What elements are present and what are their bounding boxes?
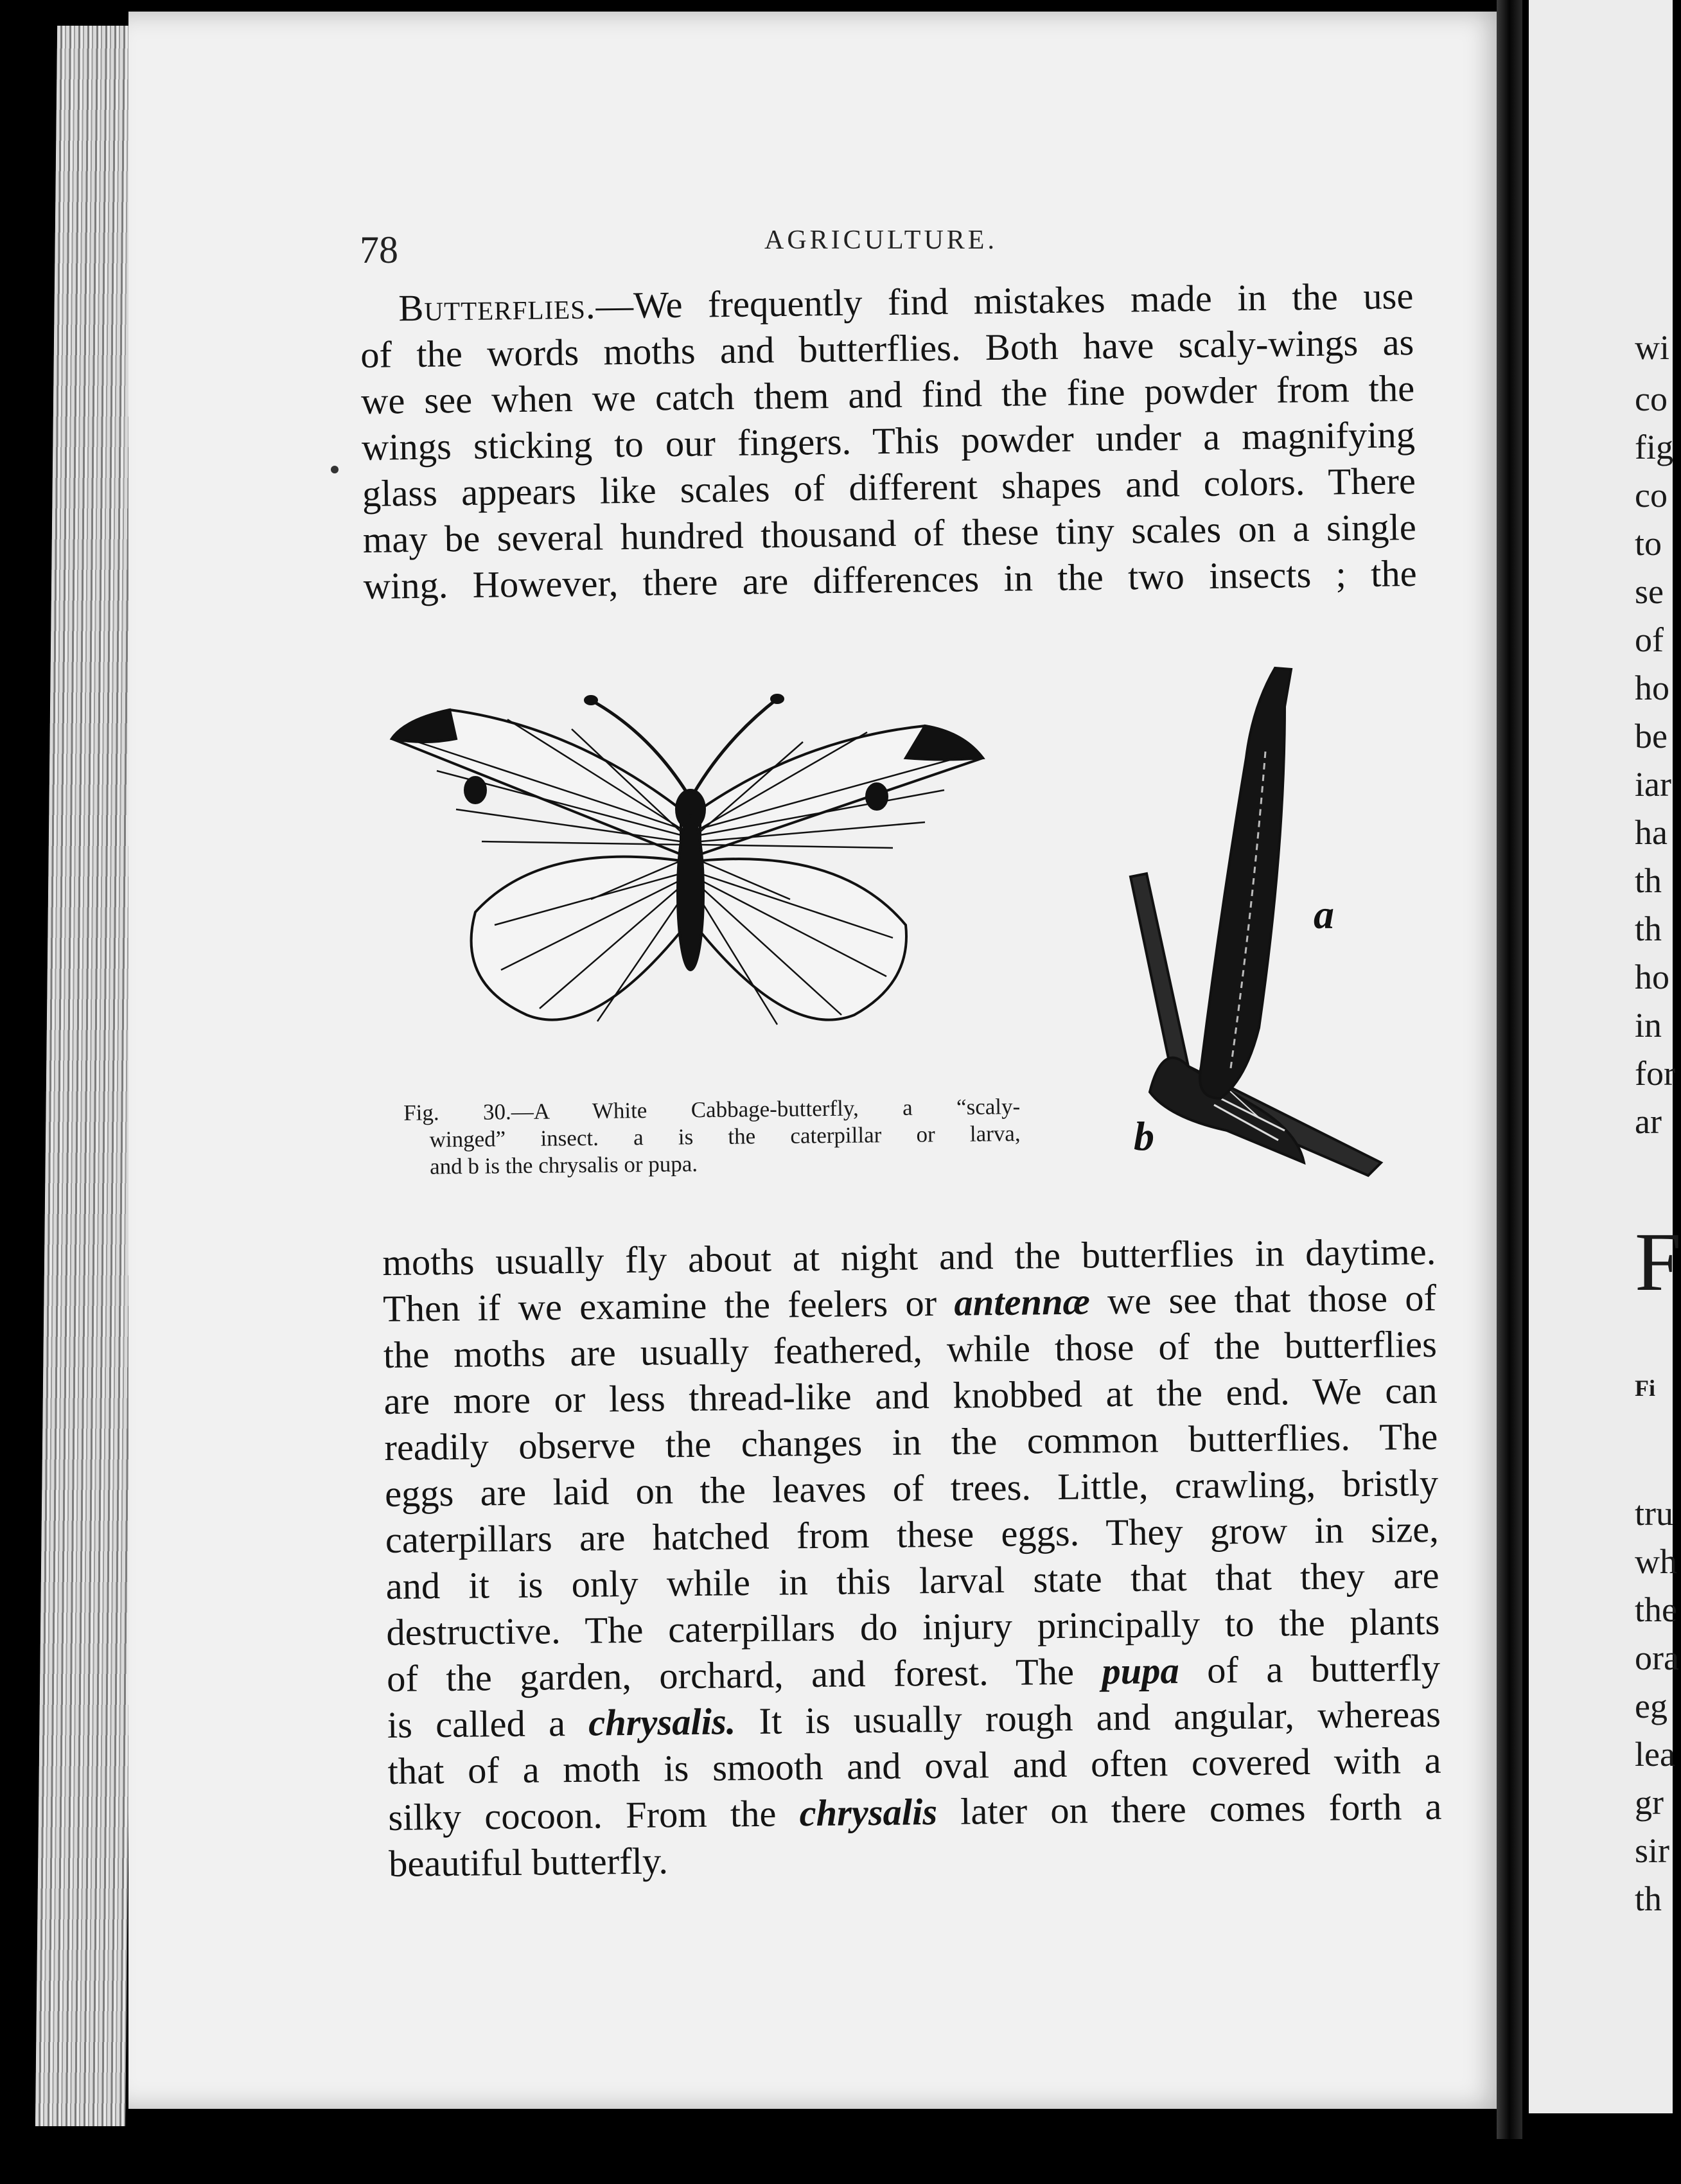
page-number: 78 bbox=[360, 229, 398, 271]
larva-and-chrysalis-illustration bbox=[1092, 655, 1394, 1220]
fragment: co bbox=[1635, 476, 1668, 515]
para2-line: eggs are laid on the leaves of trees. Little, crawling, bristly bbox=[384, 1461, 1439, 1515]
fragment-fig: Fi bbox=[1635, 1375, 1655, 1401]
fragment: lea bbox=[1635, 1735, 1675, 1774]
fragment: wh bbox=[1635, 1542, 1677, 1581]
margin-mark bbox=[331, 466, 339, 473]
text: we see that those of bbox=[1107, 1276, 1437, 1323]
para1-line: of the words moths and butterflies. Both have scaly-wings as bbox=[360, 321, 1414, 376]
running-head: AGRICULTURE. bbox=[764, 225, 998, 255]
text: It is usually rough and angular, whereas bbox=[759, 1693, 1441, 1742]
fragment: sir bbox=[1635, 1831, 1669, 1870]
fragment: gr bbox=[1635, 1783, 1664, 1822]
para2-line: beautiful butterfly. bbox=[388, 1840, 669, 1885]
para2-line: that of a moth is smooth and oval and often covered with a bbox=[387, 1739, 1441, 1792]
text: of a butterfly bbox=[1206, 1646, 1441, 1691]
para2-line: caterpillars are hatched from these eggs. They grow in size, bbox=[385, 1508, 1439, 1561]
fragment: for bbox=[1635, 1054, 1675, 1093]
fragment: ho bbox=[1635, 958, 1669, 996]
paragraph-moths bbox=[382, 1229, 1442, 1887]
lead-word: Butterflies. bbox=[398, 285, 596, 330]
fragment-initial: F bbox=[1635, 1216, 1681, 1308]
figure-caption bbox=[403, 1093, 1021, 1181]
italic-term: antennæ bbox=[954, 1280, 1091, 1324]
figure-label-a: a bbox=[1314, 892, 1334, 937]
para2-line: moths usually fly about at night and the butterflies in daytime. bbox=[382, 1230, 1436, 1283]
caption-line: winged” insect. a is the caterpillar or larva, bbox=[429, 1120, 1021, 1152]
fragment: of bbox=[1635, 621, 1664, 659]
para1-line: glass appears like scales of different shapes and colors. There bbox=[362, 459, 1416, 515]
fragment: se bbox=[1635, 572, 1664, 611]
text: later on there comes forth a bbox=[960, 1785, 1442, 1833]
italic-term: chrysalis bbox=[799, 1791, 938, 1835]
fragment: iar bbox=[1635, 765, 1671, 804]
butterfly-illustration bbox=[379, 681, 996, 1053]
book-gutter bbox=[1497, 0, 1522, 2139]
fragment: eg bbox=[1635, 1687, 1668, 1725]
fragment: to bbox=[1635, 524, 1662, 563]
para2-line: and it is only while in this larval state that that they are bbox=[385, 1554, 1439, 1607]
para1-line-text: —We frequently find mistakes made in the use bbox=[595, 274, 1414, 327]
para2-line: the moths are usually feathered, while those of the butterflies bbox=[383, 1323, 1438, 1376]
fragment: th bbox=[1635, 861, 1662, 900]
fragment: ha bbox=[1635, 813, 1668, 852]
fragment: tru bbox=[1635, 1494, 1673, 1533]
fragment: ar bbox=[1635, 1102, 1662, 1141]
para2-line: destructive. The caterpillars do injury principally to the plants bbox=[386, 1600, 1440, 1653]
fragment: th bbox=[1635, 1880, 1662, 1918]
paragraph-butterflies bbox=[360, 273, 1417, 610]
italic-term: chrysalis. bbox=[588, 1700, 736, 1744]
fragment: the bbox=[1635, 1590, 1677, 1629]
fragment: ora bbox=[1635, 1639, 1679, 1677]
caption-line: Fig. 30.—A White Cabbage-butterfly, a “scaly- bbox=[403, 1093, 1021, 1125]
fragment: wi bbox=[1635, 328, 1669, 367]
text: is called a bbox=[387, 1702, 566, 1746]
italic-term: pupa bbox=[1102, 1650, 1180, 1693]
figure-label-b: b bbox=[1134, 1113, 1154, 1159]
fragment: be bbox=[1635, 717, 1668, 755]
para1-line: we see when we catch them and find the fine powder from the bbox=[360, 367, 1415, 422]
fragment: ho bbox=[1635, 669, 1669, 707]
text: silky cocoon. From the bbox=[388, 1792, 777, 1838]
fragment: co bbox=[1635, 380, 1668, 418]
para1-line: wing. However, there are differences in the two insects ; the bbox=[363, 552, 1417, 607]
para1-line: may be several hundred thousand of these tiny scales on a single bbox=[362, 506, 1417, 561]
fragment: fig bbox=[1635, 428, 1673, 466]
text: Then if we examine the feelers or bbox=[382, 1281, 937, 1330]
fragment: in bbox=[1635, 1006, 1662, 1044]
fragment: th bbox=[1635, 910, 1662, 948]
text: of the garden, orchard, and forest. The bbox=[386, 1650, 1075, 1700]
caption-line: and b is the chrysalis or pupa. bbox=[429, 1151, 698, 1179]
para1-line: wings sticking to our fingers. This powder under a magnifying bbox=[361, 413, 1416, 468]
para2-line: readily observe the changes in the common butterflies. The bbox=[384, 1415, 1438, 1468]
para2-line: are more or less thread-like and knobbed at the end. We can bbox=[383, 1369, 1438, 1422]
